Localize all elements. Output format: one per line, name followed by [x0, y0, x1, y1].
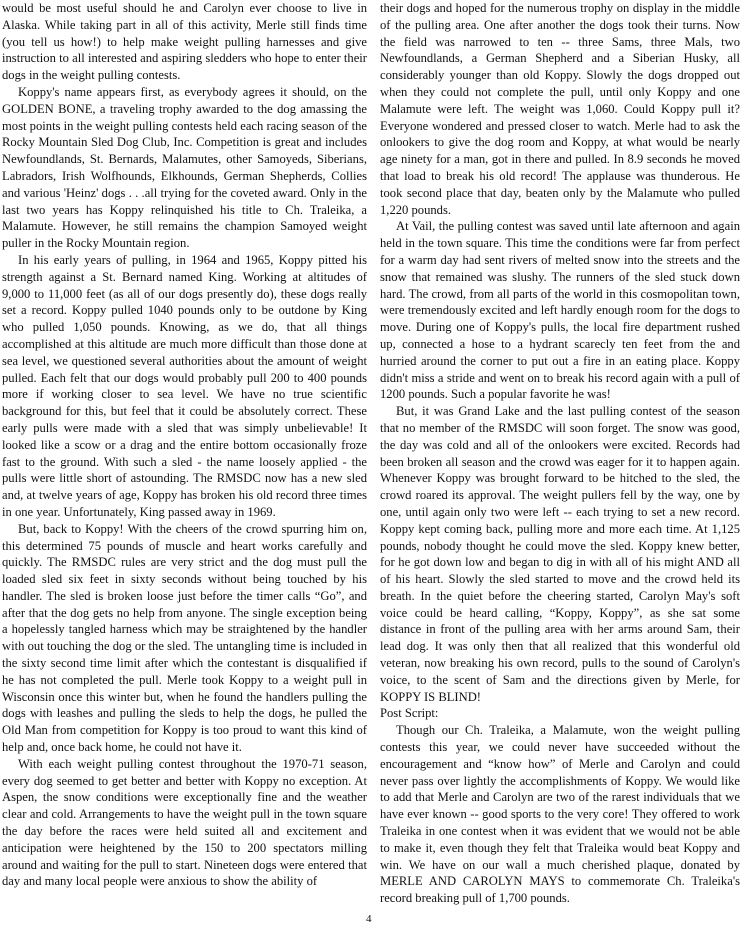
paragraph: But, back to Koppy! With the cheers of the crowd spurring him on, this determined 75 pounds of muscle and heart works carefully and quickly. The RMSDC rules are very strict and the dog must pull the loaded sled six feet in sixty seconds without being touched by his handler. The sled is broken loose just before the timer calls “Go”, and after that the dog gets no help from anyone. The single exception being a hopelessly tangled harness which may be straightened by the handler with out touching the dog or the sled. The untangling time is included in the sixty second time limit after which the contestant is disqualified if he has not completed the pull. Merle took Koppy to a weight pull in Wisconsin once this winter but, when he found the handlers pulling the dogs with leashes and pulling the sleds to help the dogs, he pulled the Old Man from competition for Koppy is too proud to want this kind of help and, once back home, he could not have it. [2, 521, 367, 755]
post-script-heading: Post Script: [380, 706, 439, 721]
right-column [380, 0, 740, 907]
paragraph: With each weight pulling contest throughout the 1970-71 season, every dog seemed to get better and better with Koppy no exception. At Aspen, the snow conditions were exceptionally fine and the weather clear and cold. Arrangements to have the weight pull in the town square the day before the races were held suited all and excitement and anticipation were heightened by the 150 to 200 spectators milling around and waiting for the pull to start. Nineteen dogs were entered that day and many local people were anxious to show the ability of [2, 756, 367, 889]
left-column [2, 0, 367, 890]
paragraph: In his early years of pulling, in 1964 and 1965, Koppy pitted his strength against a St. Bernard named King. Working at altitudes of 9,000 to 11,000 feet (as all of our dogs presently do), these dogs really set a record. Koppy pulled 1040 pounds only to be outdone by King who pulled 1,050 pounds. Knowing, as we do, that all things accomplished at this altitude are much more difficult than those done at sea level, we questioned several authorities about the amount of weight pulled. Each felt that our dogs would probably pull 200 to 400 pounds more if working closer to sea level. We have no true scientific background for this, but feel that it could be absolutely correct. These early pulls were made with a sled that was simply unbelievable! It looked like a scow or a drag and the entire bottom occasionally froze fast to the ground. With such a sled - the name loosely applied - the pulls were little short of astounding. The RMSDC now has a new sled and, at twelve years of age, Koppy has broken his old record three times in one year. Unfortunately, King passed away in 1969. [2, 252, 367, 519]
page-number: 4 [366, 913, 372, 925]
paragraph: Though our Ch. Traleika, a Malamute, won the weight pulling contests this year, we could never have succeeded without the encouragement and “know how” of Merle and Carolyn and could never pass over lightly the accomplishments of Koppy. We would like to add that Merle and Carolyn are two of the rarest individuals that we have ever known -- good sports to the very core! They offered to work Traleika in one contest when it was evident that we would not be able to make it, even though they felt that Traleika would beat Koppy and win. We have on our wall a much cherished plaque, donated by MERLE AND CAROLYN MAYS to commemorate Ch. Traleika's record breaking pull of 1,700 pounds. [380, 723, 740, 906]
paragraph: At Vail, the pulling contest was saved until late afternoon and again held in the town square. This time the conditions were far from perfect for a warm day had sent rivers of melted snow into the streets and the snow that remained was slushy. The runners of the sled stuck down hard. The crowd, from all parts of the world in this cosmopolitan town, were tremendously excited and left hardly enough room for the dogs to move. During one of Koppy's pulls, the local fire department rushed up, connected a hose to a hydrant scarecly ten feet from the and hurried around the corner to put out a fire in an eating place. Koppy didn't miss a stride and went on to break his record again with a pull of 1200 pounds. Such a popular favorite he was! [380, 219, 740, 402]
paragraph: their dogs and hoped for the numerous trophy on display in the middle of the pulling area. One after another the dogs took their turns. Now the field was narrowed to ten -- three Sams, three Mals, two Newfoundlands, a German Shepherd and a Siberian Husky, all considerably younger than old Koppy. Slowly the dogs dropped out when they could not complete the pull, until only Koppy and one Malamute were left. The weight was 1,060. Could Koppy pull it? Everyone wondered and pressed closer to watch. Merle had to ask the onlookers to give the dog room and Koppy, at what would be nearly age ninety for a man, got in there and pulled. In 8.9 seconds he moved that load to break his old record! The applause was thunderous. He took second place that day, beaten only by the Malamute who pulled 1,220 pounds. [380, 1, 740, 217]
paragraph: But, it was Grand Lake and the last pulling contest of the season that no member of the RMSDC will soon forget. The snow was good, the day was cold and all of the onlookers were excited. Records had been broken all season and the crowd was eager for it to happen again. Whenever Koppy was brought forward to be hitched to the sled, the crowd roared its approval. The weight pullers fell by the way, one by one, until again only two were left -- each trying to set a new record. Koppy kept coming back, pulling more and more each time. At 1,125 pounds, nobody thought he could move the sled. Koppy knew better, for he got down low and began to dig in with all of his might AND all of his heart. Slowly the sled started to move and the crowd held its breath. In the quiet before the cheering started, Carolyn May's soft voice could be heard calling, “Koppy, Koppy”, as she sat some distance in front of the pulling area with her arms around Sam, their lead dog. It was only then that all realized that this wonderful old veteran, now breaking his own record, pulls to the sound of Carolyn's voice, to the scent of Sam and the directions given by Merle, for KOPPY IS BLIND! [380, 404, 740, 704]
paragraph: Koppy's name appears first, as everybody agrees it should, on the GOLDEN BONE, a traveling trophy awarded to the dog amassing the most points in the weight pulling contests held each racing season of the Rocky Mountain Sled Dog Club, Inc. Competition is great and includes Newfoundlands, St. Bernards, Malamutes, other Samoyeds, Siberians, Labradors, Irish Wolfhounds, Elkhounds, German Shepherds, Collies and various 'Heinz' dogs . . .all trying for the coveted award. Only in the last two years has Koppy relinquished his title to Ch. Traleika, a Malamute. However, he still remains the champion Samoyed weight puller in the Rocky Mountain region. [2, 84, 367, 251]
paragraph: would be most useful should he and Carolyn ever choose to live in Alaska. While taking part in all of this activity, Merle still finds time (you tell us how!) to help make weight pulling harnesses and give instruction to all interested and aspiring sledders who hope to enter their dogs in the weight pulling contests. [2, 1, 367, 83]
